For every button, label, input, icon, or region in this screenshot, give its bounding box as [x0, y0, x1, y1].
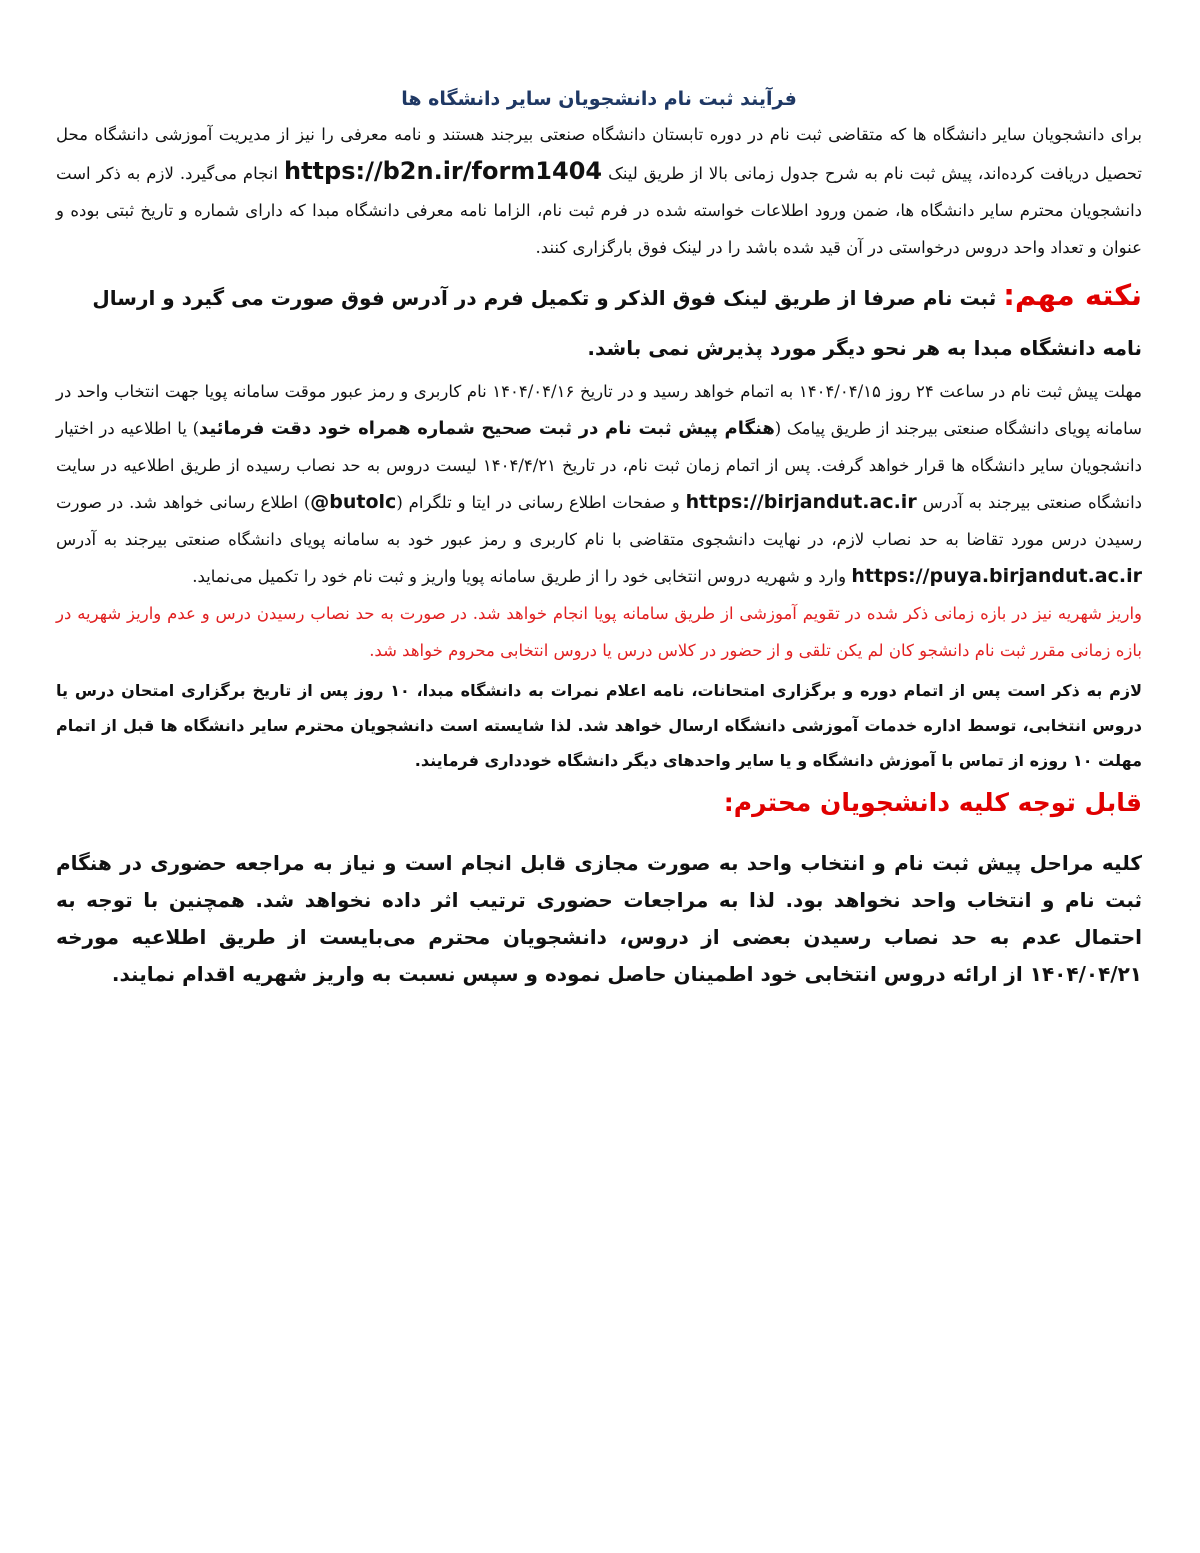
intro-text-2: انجام می‌گیرد. لازم به ذکر است دانشجویان محترم سایر دانشگاه ها، ضمن ورود اطلاعات خواسته شده در فرم ثبت نام، الزاما نامه معرفی دانشگاه مبدا که دارای شماره و تاریخ ثبتی بوده و عنوان و تعداد واحد دروس درخواستی در آن قید شده باشد را در لینک فوق بارگزاری کنند.: [56, 164, 1142, 257]
puya-system-link[interactable]: https://puya.birjandut.ac.ir: [851, 565, 1142, 587]
deadline-text-3: و صفحات اطلاع رسانی در ایتا و تلگرام (: [396, 493, 680, 512]
deadline-text-4: ) اطلاع رسانی خواهد شد. در صورت رسیدن درس مورد تقاضا به حد نصاب لازم، در نهایت دانشجوی متقاضی با نام کاربری و رمز عبور خود به سامانه پویای دانشگاه صنعتی بیرجند به آدرس: [56, 493, 1142, 549]
deadline-bold-note: هنگام پیش ثبت نام در ثبت صحیح شماره همراه خود دقت فرمائید: [199, 418, 775, 439]
attention-paragraph: کلیه مراحل پیش ثبت نام و انتخاب واحد به صورت مجازی قابل انجام است و نیاز به مراجعه حضوری در هنگام ثبت نام و انتخاب واحد نخواهد بود. لذا به مراجعات حضوری ترتیب اثر داده نخواهد شد. همچنین با توجه به احتمال عدم به حد نصاب رسیدن بعضی از دروس، دانشجویان محترم می‌بایست از طریق اطلاعیه مورخه ۱۴۰۴/۰۴/۲۱ از ارائه دروس انتخابی خود اطمینان حاصل نموده و سپس نسبت به واریز شهریه اقدام نمایند.: [56, 850, 1142, 986]
payment-warning: واریز شهریه نیز در بازه زمانی ذکر شده در تقویم آموزشی از طریق سامانه پویا انجام خواهد شد. در صورت به حد نصاب رسیدن درس و عدم واریز شهریه در بازه زمانی مقرر ثبت نام دانشجو کان لم یکن تلقی و از حضور در کلاس درس یا دروس انتخابی محروم خواهد شد.: [56, 604, 1142, 660]
deadline-text-2: ) یا اطلاعیه در اختیار دانشجویان سایر دانشگاه ها قرار خواهد گرفت. پس از اتمام زمان ثبت نام، در تاریخ ۱۴۰۴/۴/۲۱ لیست دروس به حد نصاب رسیده از طریق اطلاعیه در سایت دانشگاه صنعتی بیرجند به آدرس: [56, 419, 1142, 512]
deadline-text-1: مهلت پیش ثبت نام در ساعت ۲۴ روز ۱۴۰۴/۰۴/۱۵ به اتمام خواهد رسید و در تاریخ ۱۴۰۴/۰۴/۱۶ نام کاربری و رمز عبور موقت سامانه پویا جهت انتخاب واحد در سامانه پویای دانشگاه صنعتی بیرجند از طریق پیامک (: [56, 382, 1142, 438]
attention-heading: قابل توجه کلیه دانشجویان محترم:: [723, 788, 1142, 817]
important-note: [56, 270, 1142, 373]
grades-notice: لازم به ذکر است پس از اتمام دوره و برگزاری امتحانات، نامه اعلام نمرات به دانشگاه مبدا، ۱۰ روز پس از تاریخ برگزاری امتحان درس یا دروس انتخابی، توسط اداره خدمات آموزشی دانشگاه ارسال خواهد شد. لذا شایسته است دانشجویان محترم سایر دانشگاه ها قبل از اتمام مهلت ۱۰ روزه از تماس با آموزش دانشگاه و یا سایر واحدهای دیگر دانشگاه خودداری فرمایند.: [56, 681, 1142, 770]
deadline-text-5: وارد و شهریه دروس انتخابی خود را از طریق سامانه پویا واریز و ثبت نام خود را تکمیل می‌نماید.: [192, 567, 847, 586]
page-title: فرآیند ثبت نام دانشجویان سایر دانشگاه ها: [401, 88, 797, 110]
important-note-text: ثبت نام صرفا از طریق لینک فوق الذکر و تکمیل فرم در آدرس فوق صورت می گیرد و ارسال نامه دانشگاه مبدا به هر نحو دیگر مورد پذیرش نمی باشد.: [92, 286, 1142, 360]
registration-form-link[interactable]: https://b2n.ir/form1404: [283, 157, 603, 185]
deadline-paragraph: [56, 373, 1142, 595]
important-note-label: نکته مهم:: [1003, 278, 1142, 312]
intro-paragraph: [56, 116, 1142, 266]
university-site-link[interactable]: https://birjandut.ac.ir: [685, 491, 917, 513]
channel-handle: @butolc: [310, 491, 397, 513]
intro-text-1: برای دانشجویان سایر دانشگاه ها که متقاضی ثبت نام در دوره تابستان دانشگاه صنعتی بیرجند هستند و نامه معرفی را نیز از مدیریت آموزشی دانشگاه محل تحصیل دریافت کرده‌اند، پیش ثبت نام به شرح جدول زمانی بالا از طریق لینک: [56, 125, 1143, 183]
